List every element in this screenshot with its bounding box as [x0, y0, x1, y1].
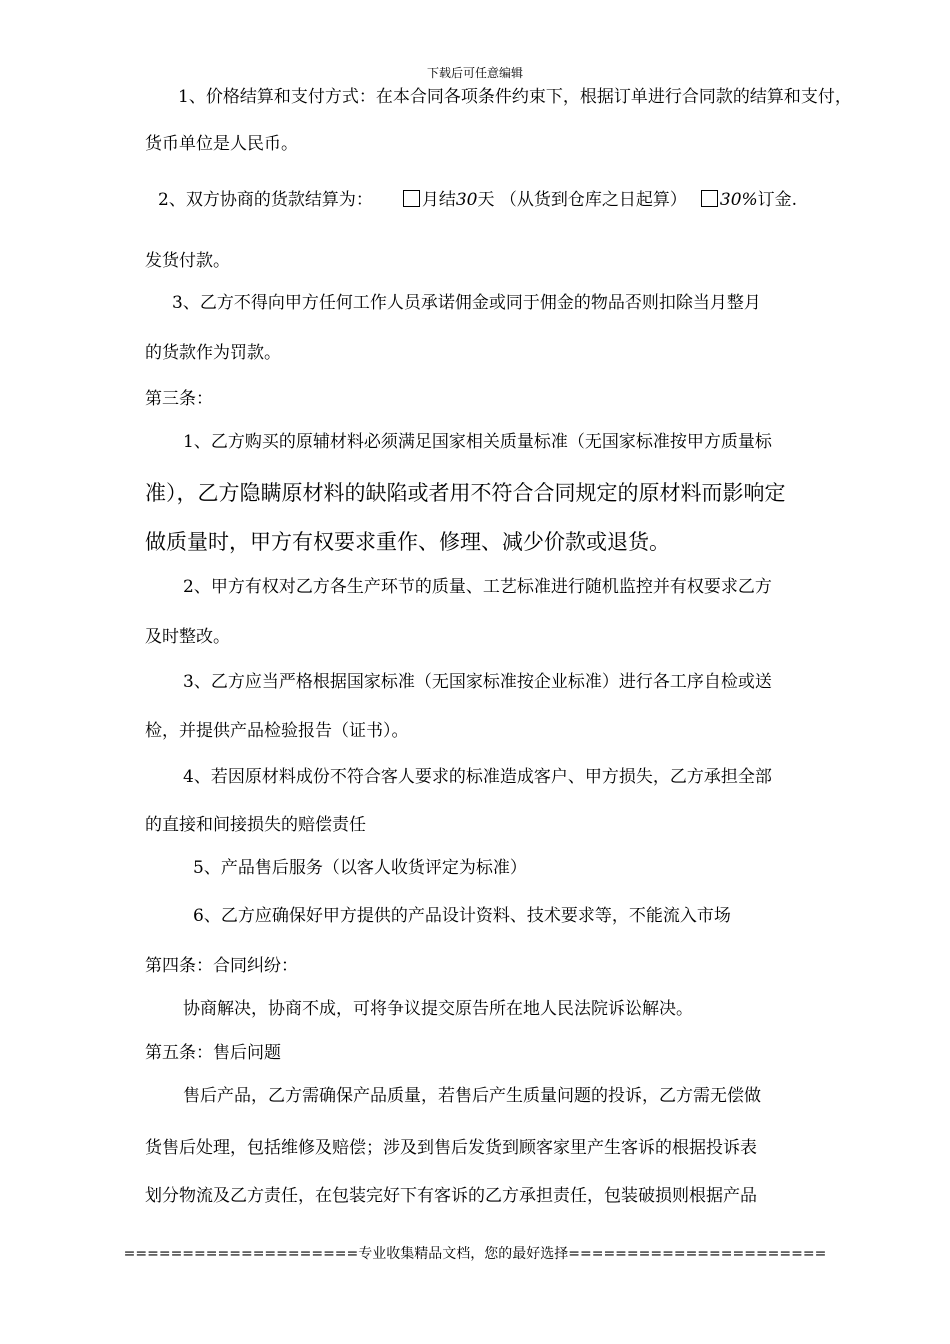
clause-2-item-1-line-2: 货币单位是人民币。 [145, 134, 298, 154]
clause-3-item-4-line-2: 的直接和间接损失的赔偿责任 [145, 815, 366, 835]
article-3-heading: 第三条： [145, 389, 213, 409]
clause-5-body-line-1: 售后产品，乙方需确保产品质量，若售后产生质量问题的投诉，乙方需无偿做 [183, 1086, 761, 1106]
clause-3-item-2-line-2: 及时整改。 [145, 627, 230, 647]
checkbox-monthly-settlement[interactable] [403, 190, 420, 207]
clause-2-item-3-line-2: 的货款作为罚款。 [145, 343, 281, 363]
clause-3-item-3-line-1: 3、乙方应当严格根据国家标准（无国家标准按企业标准）进行各工序自检或送 [183, 672, 772, 692]
article-4-heading: 第四条：合同纠纷： [145, 956, 298, 976]
option-monthly-label-rest: 天 （从货到仓库之日起算） [477, 190, 687, 210]
page-header: 下载后可任意编辑 [426, 66, 523, 80]
checkbox-deposit[interactable] [701, 190, 718, 207]
clause-5-body-line-2: 货售后处理，包括维修及赔偿；涉及到售后发货到顾客家里产生客诉的根据投诉表 [145, 1138, 757, 1158]
article-5-heading: 第五条：售后问题 [145, 1043, 281, 1063]
clause-2-item-2-line-2: 发货付款。 [145, 251, 230, 271]
clause-3-item-2-line-1: 2、甲方有权对乙方各生产环节的质量、工艺标准进行随机监控并有权要求乙方 [183, 577, 772, 597]
clause-3-item-1-line-1: 1、乙方购买的原辅材料必须满足国家相关质量标准（无国家标准按甲方质量标 [183, 432, 772, 452]
option-deposit-percent: 30% [719, 190, 758, 210]
clause-3-item-6: 6、乙方应确保好甲方提供的产品设计资料、技术要求等，不能流入市场 [193, 906, 731, 926]
page-footer: ====================专业收集精品文档，您的最好选择====================== [123, 1246, 827, 1262]
clause-3-item-3-line-2: 检，并提供产品检验报告（证书）。 [145, 721, 409, 741]
clause-4-body: 协商解决，协商不成，可将争议提交原告所在地人民法院诉讼解决。 [183, 999, 693, 1019]
clause-3-item-4-line-1: 4、若因原材料成份不符合客人要求的标准造成客户、甲方损失，乙方承担全部 [183, 767, 772, 787]
clause-2-item-1-line-1: 1、价格结算和支付方式：在本合同各项条件约束下，根据订单进行合同款的结算和支付， [178, 87, 852, 107]
clause-5-body-line-3: 划分物流及乙方责任，在包装完好下有客诉的乙方承担责任，包装破损则根据产品 [145, 1186, 757, 1206]
option-monthly-days: 30 [455, 190, 478, 210]
clause-3-item-5: 5、产品售后服务（以客人收货评定为标准） [193, 858, 527, 878]
option-monthly-label: 月结 [421, 190, 456, 210]
clause-3-item-1-line-2: 准），乙方隐瞒原材料的缺陷或者用不符合合同规定的原材料而影响定 [145, 481, 786, 505]
payment-terms-lead: 2、双方协商的货款结算为： [158, 190, 373, 210]
clause-3-item-1-line-3: 做质量时，甲方有权要求重作、修理、减少价款或退货。 [145, 530, 670, 554]
option-deposit-label: 订金. [757, 190, 798, 210]
clause-2-item-3-line-1: 3、乙方不得向甲方任何工作人员承诺佣金或同于佣金的物品否则扣除当月整月 [172, 293, 761, 313]
clause-2-item-2-line-1 [158, 189, 797, 211]
